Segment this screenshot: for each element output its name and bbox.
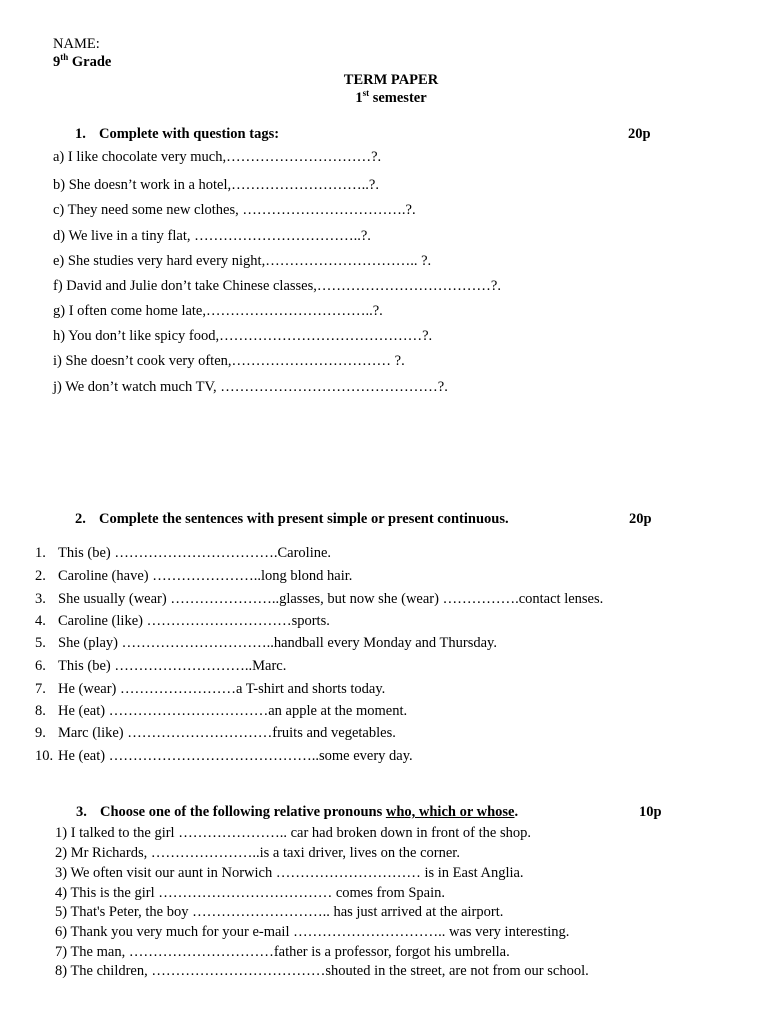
sentence-text: This (be) …………………………….Caroline. — [58, 545, 332, 561]
semester-sup: st — [362, 88, 370, 98]
relative-pronoun-item: 3) We often visit our aunt in Norwich ………………………… is in East Anglia. — [55, 865, 524, 881]
semester-word: semester — [369, 90, 427, 106]
sentence-text: This (be) ………………………..Marc. — [58, 658, 287, 674]
sentence-number: 3. — [35, 591, 46, 607]
page-title: TERM PAPER — [343, 72, 439, 88]
sentence-text: Marc (like) …………………………fruits and vegetables. — [58, 725, 396, 741]
section-3-number: 3. — [76, 804, 87, 820]
sentence-number: 4. — [35, 613, 46, 629]
question-tag-item: e) She studies very hard every night,………………………….. ?. — [53, 253, 432, 269]
grade-number: 9 — [53, 54, 61, 70]
section-2-points: 20p — [629, 511, 652, 527]
semester-number: 1 — [355, 90, 363, 106]
relative-pronoun-item: 7) The man, …………………………father is a professor, forgot his umbrella. — [55, 944, 510, 960]
sentence-text: She usually (wear) …………………..glasses, but now she (wear) …………….contact lenses. — [58, 591, 604, 607]
relative-pronoun-item: 6) Thank you very much for your e-mail ………………………….. was very interesting. — [55, 924, 570, 940]
question-tag-item: j) We don’t watch much TV, ………………………………………?. — [53, 379, 448, 395]
section-2-heading: Complete the sentences with present simple or present continuous. — [99, 511, 509, 527]
section-3-heading — [100, 805, 518, 820]
question-tag-item: c) They need some new clothes, …………………………….?. — [53, 202, 416, 218]
grade-sup: th — [60, 52, 69, 62]
sentence-number: 1. — [35, 545, 46, 561]
question-tag-item: g) I often come home late,……………………………..?. — [53, 303, 383, 319]
sentence-number: 8. — [35, 703, 46, 719]
section-2-number: 2. — [75, 511, 86, 527]
section-1-number: 1. — [75, 126, 86, 142]
section-3-heading-prefix: Choose one of the following relative pronouns — [100, 804, 386, 820]
section-3-points: 10p — [639, 804, 662, 820]
semester-label — [0, 88, 768, 106]
sentence-number: 2. — [35, 568, 46, 584]
relative-pronoun-item: 4) This is the girl ……………………………… comes from Spain. — [55, 885, 445, 901]
sentence-text: He (eat) ……………………………………..some every day. — [58, 748, 413, 764]
question-tag-item: f) David and Julie don’t take Chinese classes,………………………………?. — [53, 278, 501, 294]
sentence-text: Caroline (have) …………………..long blond hair. — [58, 568, 353, 584]
relative-pronoun-item: 1) I talked to the girl ………………….. car had broken down in front of the shop. — [55, 825, 531, 841]
section-3-heading-suffix: . — [514, 804, 519, 820]
grade-label — [53, 52, 112, 70]
relative-pronoun-item: 5) That's Peter, the boy ……………………….. has just arrived at the airport. — [55, 904, 504, 920]
sentence-text: She (play) …………………………..handball every Monday and Thursday. — [58, 635, 497, 651]
question-tag-item: a) I like chocolate very much,…………………………?. — [53, 149, 382, 165]
sentence-number: 5. — [35, 635, 46, 651]
sentence-text: He (wear) ……………………a T-shirt and shorts today. — [58, 681, 386, 697]
sentence-number: 6. — [35, 658, 46, 674]
sentence-text: He (eat) ……………………………an apple at the moment. — [58, 703, 408, 719]
question-tag-item: d) We live in a tiny flat, ……………………………..?. — [53, 228, 371, 244]
question-tag-item: h) You don’t like spicy food,……………………………………?. — [53, 328, 433, 344]
question-tag-item: i) She doesn’t cook very often,…………………………… ?. — [53, 353, 405, 369]
sentence-number: 10. — [35, 748, 54, 764]
sentence-number: 7. — [35, 681, 46, 697]
relative-pronoun-item: 8) The children, ………………………………shouted in the street, are not from our school. — [55, 963, 589, 979]
section-1-points: 20p — [628, 126, 651, 142]
relative-pronouns: who, which or whose — [385, 804, 515, 820]
section-1-heading: Complete with question tags: — [99, 126, 280, 142]
name-label: NAME: — [53, 36, 100, 52]
sentence-text: Caroline (like) …………………………sports. — [58, 613, 330, 629]
question-tag-item: b) She doesn’t work in a hotel,………………………..?. — [53, 177, 379, 193]
sentence-number: 9. — [35, 725, 46, 741]
grade-word: Grade — [68, 54, 112, 70]
relative-pronoun-item: 2) Mr Richards, …………………..is a taxi driver, lives on the corner. — [55, 845, 460, 861]
